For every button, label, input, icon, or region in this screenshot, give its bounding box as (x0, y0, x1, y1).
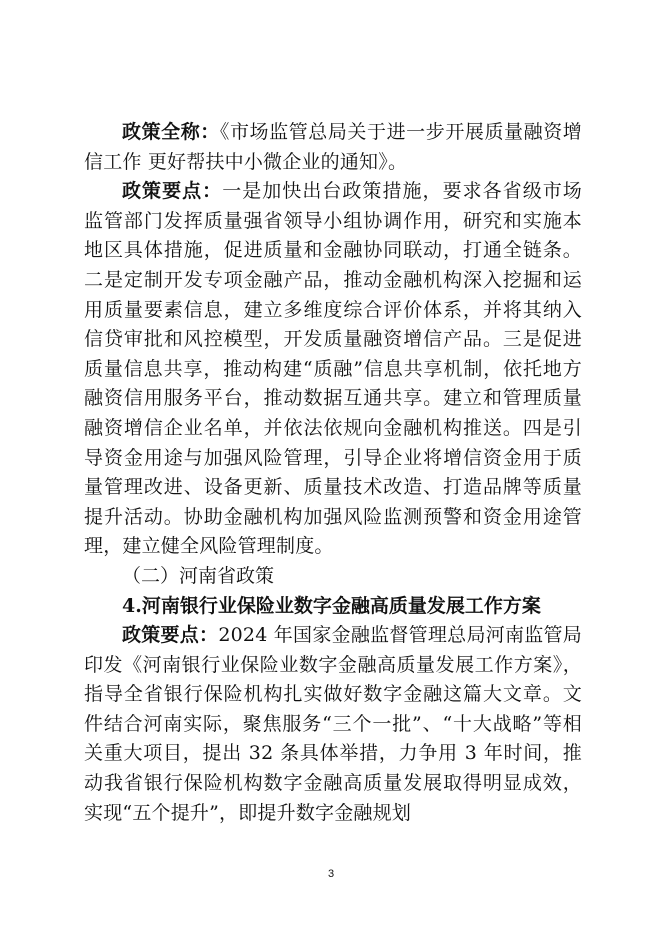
policy-points-label-2: 政策要点： (122, 624, 219, 647)
policy-points-label-1: 政策要点： (122, 180, 223, 203)
document-title: 4.河南银行业保险业数字金融高质量发展工作方案 (122, 594, 541, 617)
policy-points-paragraph-1 (84, 177, 582, 562)
policy-points-text-2: 2024 年国家金融监督管理总局河南监管局印发《河南银行业保险业数字金融高质量发展工作方案》，指导全省银行保险机构扎实做好数字金融这篇大文章。文件结合河南实际，聚焦服务“三个一批”、“十大战略”等相关重大项目，提出 32 条具体举措，力争用 3 年时间，推动我省银行保险机构数字金融高质量发展取得明显成效，实现“五个提升”，即提升数字金融规划 (84, 624, 582, 824)
policy-full-name-paragraph (84, 118, 582, 177)
policy-full-name-label: 政策全称： (122, 121, 220, 143)
page-number: 3 (327, 868, 335, 880)
policy-points-paragraph-2 (84, 621, 582, 828)
policy-points-text-1: 一是加快出台政策措施，要求各省级市场监管部门发挥质量强省领导小组协调作用，研究和实施本地区具体措施，促进质量和金融协同联动，打通全链条。二是定制开发专项金融产品，推动金融机构深入挖掘和运用质量要素信息，建立多维度综合评价体系，并将其纳入信贷审批和风控模型，开发质量融资增信产品。三是促进质量信息共享，推动构建“质融”信息共享机制，依托地方融资信用服务平台，推动数据互通共享。建立和管理质量融资增信企业名单，并依法依规向金融机构推送。四是引导资金用途与加强风险管理，引导企业将增信资金用于质量管理改进、设备更新、质量技术改造、打造品牌等质量提升活动。协助金融机构加强风险监测预警和资金用途管理，建立健全风险管理制度。 (84, 180, 582, 558)
document-body (84, 118, 582, 828)
section-heading: （二）河南省政策 (122, 564, 275, 587)
policy-full-name-text: 《市场监管总局关于进一步开展质量融资增信工作 更好帮扶中小微企业的通知》。 (84, 121, 582, 173)
